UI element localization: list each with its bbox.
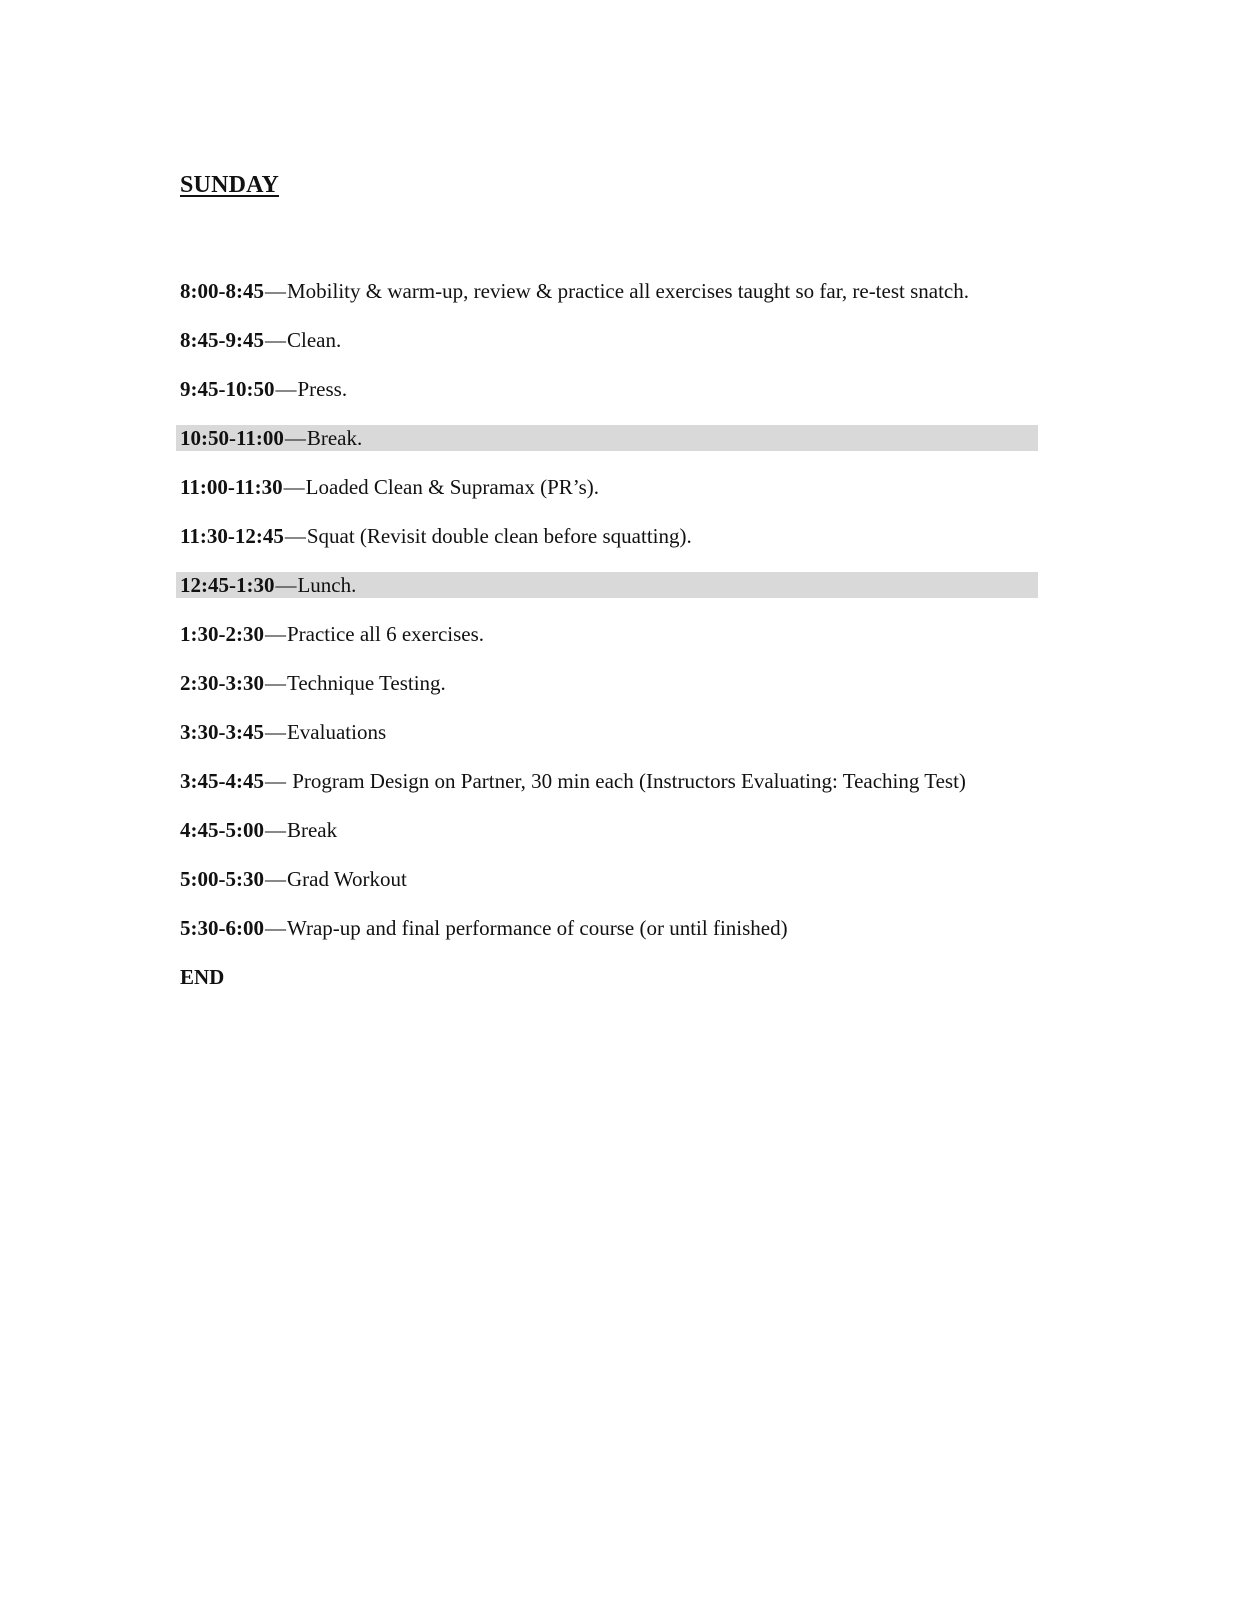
schedule-entry (176, 474, 1038, 500)
entry-text: Clean. (286, 328, 342, 352)
end-label: END (180, 965, 225, 989)
schedule-entry (176, 621, 1038, 647)
entry-text: Grad Workout (286, 867, 407, 891)
entry-time: 11:00-11:30 (180, 475, 283, 499)
entry-text: Program Design on Partner, 30 min each (Instructors Evaluating: Teaching Test) (292, 769, 966, 793)
entry-time: 11:30-12:45 (180, 524, 284, 548)
entry-time: 2:30-3:30 (180, 671, 264, 695)
schedule-list (176, 278, 1038, 990)
entry-text: Technique Testing. (286, 671, 446, 695)
entry-text: Break (286, 818, 338, 842)
schedule-entry (176, 670, 1038, 696)
entry-text: Wrap-up and final performance of course (or until finished) (286, 916, 788, 940)
entry-text: Break. (306, 426, 363, 450)
entry-time: 3:45-4:45 (180, 769, 264, 793)
entry-time: 10:50-11:00 (180, 426, 284, 450)
entry-text: Mobility & warm-up, review & practice all exercises taught so far, re-test snatch. (286, 279, 969, 303)
entry-separator: — (264, 279, 286, 303)
schedule-entry (176, 915, 1038, 941)
entry-text: Press. (297, 377, 348, 401)
schedule-entry (176, 768, 1038, 794)
entry-time: 9:45-10:50 (180, 377, 275, 401)
schedule-entry (176, 719, 1038, 745)
entry-time: 8:45-9:45 (180, 328, 264, 352)
entry-separator: — (264, 818, 286, 842)
day-heading: SUNDAY (180, 172, 280, 198)
entry-text: Loaded Clean & Supramax (PR’s). (305, 475, 600, 499)
entry-separator: — (264, 720, 286, 744)
entry-separator: — (264, 671, 286, 695)
entry-separator: — (264, 916, 286, 940)
entry-time: 5:30-6:00 (180, 916, 264, 940)
schedule-entry-highlighted (176, 572, 1038, 598)
schedule-entry (176, 866, 1038, 892)
entry-time: 12:45-1:30 (180, 573, 275, 597)
entry-text: Lunch. (297, 573, 357, 597)
entry-separator: — (275, 377, 297, 401)
schedule-entry (176, 278, 1038, 304)
entry-separator: — (264, 769, 292, 793)
schedule-entry (176, 327, 1038, 353)
schedule-entry-highlighted (176, 425, 1038, 451)
entry-separator: — (283, 475, 305, 499)
entry-separator: — (284, 524, 306, 548)
schedule-entry (176, 817, 1038, 843)
schedule-entry (176, 523, 1038, 549)
entry-separator: — (275, 573, 297, 597)
entry-text: Squat (Revisit double clean before squatting). (306, 524, 692, 548)
entry-separator: — (264, 328, 286, 352)
entry-time: 5:00-5:30 (180, 867, 264, 891)
schedule-entry (176, 376, 1038, 402)
entry-time: 4:45-5:00 (180, 818, 264, 842)
entry-time: 1:30-2:30 (180, 622, 264, 646)
entry-separator: — (284, 426, 306, 450)
entry-time: 8:00-8:45 (180, 279, 264, 303)
entry-time: 3:30-3:45 (180, 720, 264, 744)
entry-separator: — (264, 622, 286, 646)
entry-text: Evaluations (286, 720, 387, 744)
entry-separator: — (264, 867, 286, 891)
entry-text: Practice all 6 exercises. (286, 622, 485, 646)
